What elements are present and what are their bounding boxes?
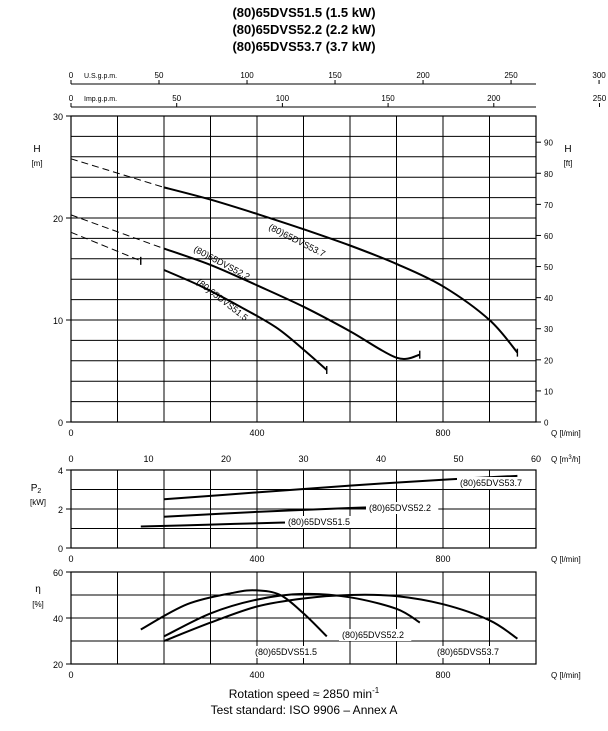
- x-tick-label-head: 800: [435, 428, 451, 438]
- curve-extrapolation-head-80-65dvs51-5: [71, 232, 141, 260]
- impgpm-axis-label: Imp.g.p.m.: [84, 96, 118, 103]
- series-label-efficiency-80-65dvs53-7: (80)65DVS53.7: [437, 647, 500, 657]
- y-tick-label-efficiency: 40: [52, 614, 63, 624]
- y-tick-label-power: 2: [57, 505, 63, 515]
- y-tick-label-power: 0: [57, 544, 63, 554]
- series-label-power-80-65dvs52-2: (80)65DVS52.2: [369, 503, 432, 513]
- series-label-power-80-65dvs51-5: (80)65DVS51.5: [288, 517, 351, 527]
- x-axis-label-power: Q [l/min]: [551, 555, 581, 564]
- x-tick-label-efficiency: 400: [249, 670, 265, 680]
- series-label-head-80-65dvs53-7: (80)65DVS53.7: [267, 221, 327, 259]
- x-axis-label-efficiency: Q [l/min]: [551, 671, 581, 680]
- usgpm-tick-label: 150: [328, 71, 342, 80]
- usgpm-tick-label: 300: [592, 71, 606, 80]
- m3h-tick-label: 20: [220, 454, 232, 464]
- x-tick-label-efficiency: 0: [68, 670, 74, 680]
- impgpm-tick-label: 250: [592, 94, 607, 103]
- series-label-power-80-65dvs53-7: (80)65DVS53.7: [460, 478, 523, 488]
- y-axis-label-efficiency: η: [35, 584, 41, 595]
- test-standard-note: Test standard: ISO 9906 – Annex A: [210, 703, 398, 717]
- series-label-head-80-65dvs51-5: (80)65DVS51.5: [194, 276, 250, 323]
- y2-tick-label-head: 40: [544, 294, 553, 304]
- y2-tick-label-head: 70: [544, 200, 553, 210]
- y-axis-label-power-subscript: 2: [37, 488, 42, 495]
- m3h-axis-label: Q $[m^3/h]$: [551, 455, 581, 464]
- usgpm-tick-label: 0: [68, 71, 74, 80]
- y-tick-label-head: 10: [52, 316, 63, 326]
- rotation-speed-exponent: -1: [372, 686, 380, 695]
- y2-tick-label-head: 20: [544, 356, 553, 366]
- x-tick-label-power: 0: [68, 554, 74, 564]
- m3h-tick-label: 50: [453, 454, 464, 464]
- y-tick-label-efficiency: 20: [52, 660, 63, 670]
- y2-axis-label-head: H: [564, 144, 572, 155]
- title-line-2: (80)65DVS52.2 (2.2 kW): [232, 22, 376, 37]
- impgpm-tick-label: 200: [487, 94, 501, 103]
- y-axis-unit-head: [m]: [31, 159, 43, 168]
- impgpm-tick-label: 150: [381, 94, 395, 103]
- x-tick-label-efficiency: 800: [435, 670, 451, 680]
- x-tick-label-power: 800: [435, 554, 451, 564]
- y2-tick-label-head: 50: [544, 263, 553, 273]
- impgpm-tick-label: 50: [172, 94, 182, 103]
- x-tick-label-head: 400: [249, 428, 265, 438]
- y-tick-label-efficiency: 60: [52, 568, 63, 578]
- y2-axis-unit-head: [ft]: [563, 159, 573, 168]
- curve-head-80-65dvs52-2: [164, 249, 420, 359]
- y-tick-label-head: 30: [52, 112, 63, 122]
- usgpm-tick-label: 50: [154, 71, 164, 80]
- y2-tick-label-head: 30: [544, 325, 553, 335]
- y-axis-unit-power: [kW]: [30, 498, 46, 507]
- m3h-tick-label: 30: [298, 454, 309, 464]
- usgpm-axis-label: U.S.g.p.m.: [84, 73, 118, 80]
- title-line-1: (80)65DVS51.5 (1.5 kW): [232, 5, 376, 20]
- y2-tick-label-head: 10: [544, 387, 553, 397]
- y2-tick-label-head: 90: [544, 138, 553, 148]
- usgpm-tick-label: 100: [240, 71, 254, 80]
- y-tick-label-head: 0: [57, 418, 63, 428]
- x-axis-label-head: Q [l/min]: [551, 429, 581, 438]
- y-axis-label-head: H: [33, 144, 41, 155]
- rotation-speed-text: Rotation speed ≈ 2850 min: [228, 687, 373, 701]
- m3h-tick-label: 40: [375, 454, 387, 464]
- m3h-tick-label: 10: [143, 454, 154, 464]
- impgpm-tick-label: 100: [275, 94, 290, 103]
- y-tick-label-head: 20: [52, 214, 63, 224]
- y-axis-unit-efficiency: [%]: [32, 600, 44, 609]
- rotation-speed-note: [0, 686, 608, 701]
- x-tick-label-power: 400: [249, 554, 265, 564]
- y2-tick-label-head: 0: [544, 418, 549, 428]
- y2-tick-label-head: 60: [544, 231, 553, 241]
- usgpm-tick-label: 250: [504, 71, 518, 80]
- series-label-efficiency-80-65dvs51-5: (80)65DVS51.5: [255, 647, 318, 657]
- m3h-axis-label-unit: /h]: [571, 455, 581, 464]
- series-label-head-80-65dvs52-2: (80)65DVS52.2: [192, 243, 252, 282]
- y2-tick-label-head: 80: [544, 169, 553, 179]
- title-line-3: (80)65DVS53.7 (3.7 kW): [232, 39, 376, 54]
- y-tick-label-power: 4: [57, 466, 63, 476]
- m3h-axis-label-superscript: 3: [568, 455, 572, 461]
- y-axis-label-power: $P_2$: [30, 483, 42, 495]
- impgpm-tick-label: 0: [68, 94, 74, 103]
- m3h-tick-label: 60: [530, 454, 542, 464]
- usgpm-tick-label: 200: [416, 71, 430, 80]
- curve-head-80-65dvs53-7: [164, 187, 517, 352]
- series-label-efficiency-80-65dvs52-2: (80)65DVS52.2: [342, 630, 405, 640]
- x-tick-label-head: 0: [68, 428, 74, 438]
- m3h-tick-label: 0: [68, 454, 74, 464]
